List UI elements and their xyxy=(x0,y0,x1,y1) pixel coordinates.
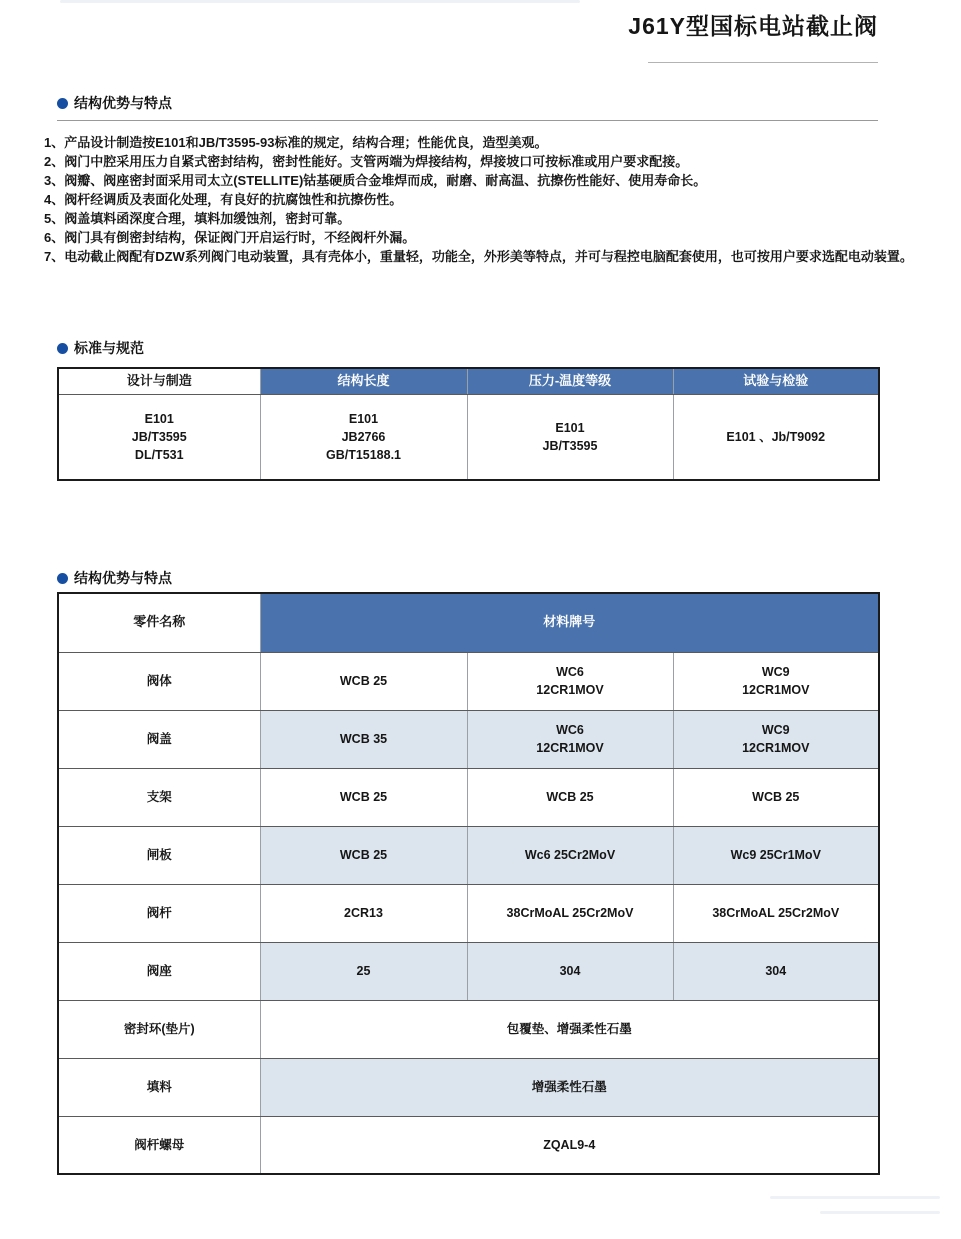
material-cell: 304 xyxy=(673,942,879,1000)
title-underline xyxy=(648,62,878,63)
section-heading-materials xyxy=(57,568,172,588)
part-name-cell: 闸板 xyxy=(58,826,260,884)
materials-row xyxy=(58,710,879,768)
standards-column-header: 试验与检验 xyxy=(673,368,879,394)
materials-table xyxy=(57,592,880,1175)
part-name-cell: 阀杆螺母 xyxy=(58,1116,260,1174)
part-name-cell: 阀杆 xyxy=(58,884,260,942)
standards-column-header: 结构长度 xyxy=(260,368,467,394)
standards-cell: E101 、Jb/T9092 xyxy=(673,394,879,480)
section-bullet-icon xyxy=(57,573,68,584)
materials-row xyxy=(58,1000,879,1058)
material-cell: WCB 25 xyxy=(260,652,467,710)
feature-item: 4、阀杆经调质及表面化处理，有良好的抗腐蚀性和抗擦伤性。 xyxy=(44,192,403,207)
material-cell: WCB 25 xyxy=(260,768,467,826)
material-grade-header: 材料牌号 xyxy=(260,593,879,652)
feature-item: 5、阀盖填料函深度合理，填料加缓蚀剂，密封可靠。 xyxy=(44,211,351,226)
part-name-cell: 支架 xyxy=(58,768,260,826)
feature-item: 3、阀瓣、阀座密封面采用司太立(STELLITE)钴基硬质合金堆焊而成，耐磨、耐高温、抗擦伤性能好、使用寿命长。 xyxy=(44,173,707,188)
faint-footer-artifact xyxy=(820,1211,940,1214)
section-bullet-icon xyxy=(57,343,68,354)
materials-row xyxy=(58,652,879,710)
part-name-cell: 阀盖 xyxy=(58,710,260,768)
material-cell: WC9 12CR1MOV xyxy=(673,710,879,768)
part-name-header: 零件名称 xyxy=(58,593,260,652)
standards-header-row xyxy=(58,368,879,394)
material-cell: 38CrMoAL 25Cr2MoV xyxy=(673,884,879,942)
standards-cell: E101 JB/T3595 xyxy=(467,394,673,480)
part-name-cell: 阀座 xyxy=(58,942,260,1000)
section-bullet-icon xyxy=(57,98,68,109)
standards-cell: E101 JB2766 GB/T15188.1 xyxy=(260,394,467,480)
material-cell: 增强柔性石墨 xyxy=(260,1058,879,1116)
clipped-top-edge-artifact xyxy=(60,0,580,3)
materials-row xyxy=(58,826,879,884)
feature-item: 7、电动截止阀配有DZW系列阀门电动装置，具有壳体小，重量轻，功能全，外形美等特点，并可与程控电脑配套使用，也可按用户要求选配电动装置。 xyxy=(44,249,913,264)
material-cell: WC6 12CR1MOV xyxy=(467,652,673,710)
page-title: J61Y型国标电站截止阀 xyxy=(628,13,878,39)
section-heading-label: 结构优势与特点 xyxy=(74,95,172,111)
materials-row xyxy=(58,884,879,942)
feature-item: 1、产品设计制造按E101和JB/T3595-93标准的规定，结构合理；性能优良，造型美观。 xyxy=(44,135,548,150)
part-name-cell: 密封环(垫片) xyxy=(58,1000,260,1058)
material-cell: Wc9 25Cr1MoV xyxy=(673,826,879,884)
materials-row xyxy=(58,942,879,1000)
part-name-cell: 阀体 xyxy=(58,652,260,710)
material-cell: ZQAL9-4 xyxy=(260,1116,879,1174)
features-list xyxy=(44,133,913,266)
material-cell: WCB 25 xyxy=(467,768,673,826)
materials-row xyxy=(58,1058,879,1116)
material-cell: WCB 25 xyxy=(260,826,467,884)
standards-table xyxy=(57,367,880,481)
standards-body-row xyxy=(58,394,879,480)
section-heading-standards xyxy=(57,338,144,358)
section-heading-features xyxy=(57,93,172,113)
section-heading-label: 标准与规范 xyxy=(74,340,144,356)
section-heading-label: 结构优势与特点 xyxy=(74,570,172,586)
material-cell: 304 xyxy=(467,942,673,1000)
material-cell: WCB 25 xyxy=(673,768,879,826)
materials-row xyxy=(58,768,879,826)
material-cell: 2CR13 xyxy=(260,884,467,942)
feature-item: 2、阀门中腔采用压力自紧式密封结构，密封性能好。支管两端为焊接结构，焊接坡口可按标准或用户要求配接。 xyxy=(44,154,689,169)
materials-row xyxy=(58,1116,879,1174)
feature-item: 6、阀门具有倒密封结构，保证阀门开启运行时，不经阀杆外漏。 xyxy=(44,230,416,245)
material-cell: Wc6 25Cr2MoV xyxy=(467,826,673,884)
standards-column-header: 设计与制造 xyxy=(58,368,260,394)
features-heading-rule xyxy=(57,120,878,121)
material-cell: WCB 35 xyxy=(260,710,467,768)
material-cell: WC9 12CR1MOV xyxy=(673,652,879,710)
material-cell: 包覆垫、增强柔性石墨 xyxy=(260,1000,879,1058)
material-cell: WC6 12CR1MOV xyxy=(467,710,673,768)
material-cell: 25 xyxy=(260,942,467,1000)
standards-column-header: 压力-温度等级 xyxy=(467,368,673,394)
part-name-cell: 填料 xyxy=(58,1058,260,1116)
material-cell: 38CrMoAL 25Cr2MoV xyxy=(467,884,673,942)
faint-footer-artifact xyxy=(770,1196,940,1199)
materials-header-row xyxy=(58,593,879,652)
standards-cell: E101 JB/T3595 DL/T531 xyxy=(58,394,260,480)
